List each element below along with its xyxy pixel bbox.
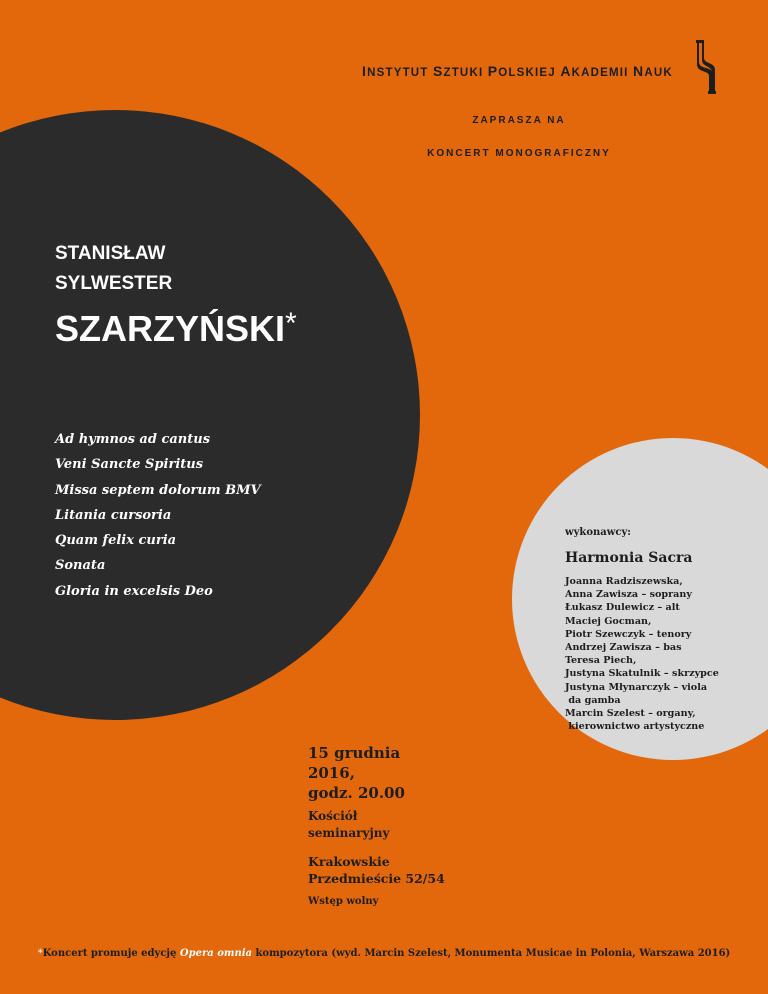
date-line: 15 grudnia (308, 744, 401, 762)
member-line: Justyna Skatulnik – skrzypce (565, 668, 719, 680)
member-line: kierownictwo artystyczne (565, 721, 705, 733)
address-line: Krakowskie (308, 854, 390, 869)
institute-word: SZTUKI (432, 63, 484, 79)
footnote-asterisk: * (285, 307, 297, 340)
footnote (0, 948, 768, 959)
work-title: Sonata (55, 558, 106, 574)
invite-line: ZAPRASZA NA (472, 115, 566, 126)
event-venue (308, 808, 438, 842)
ensemble-name: Harmonia Sacra (565, 550, 693, 566)
composer-last-name-text: SZARZYŃSKI (55, 308, 286, 349)
work-title: Missa septem dolorum BMV (55, 482, 261, 498)
stylized-s-logo-icon (695, 40, 717, 94)
dark-circle-decoration (0, 110, 420, 720)
institute-word: INSTYTUT (362, 63, 429, 79)
work-title: Gloria in excelsis Deo (55, 583, 213, 599)
performers-label: wykonawcy: (565, 527, 631, 538)
member-line: Justyna Młynarczyk – viola (565, 681, 708, 693)
event-address (308, 853, 508, 887)
time-line: godz. 20.00 (308, 784, 405, 802)
footnote-asterisk: * (37, 948, 43, 959)
institute-word: NAUK (633, 63, 673, 79)
venue-line: seminaryjny (308, 826, 390, 840)
work-title: Ad hymnos ad cantus (55, 432, 211, 447)
performers-block (565, 527, 765, 734)
member-line: Piotr Szewczyk – tenory (565, 628, 692, 640)
members-list (565, 576, 765, 734)
member-line: Łukasz Dulewicz – alt (565, 602, 680, 614)
work-title: Litania cursoria (55, 507, 172, 523)
footnote-text-after: kompozytora (wyd. Marcin Szelest, Monumenta Musicae in Polonia, Warszawa 2016) (252, 948, 731, 959)
member-line: Maciej Gocman, (565, 615, 652, 627)
composer-last-name (55, 307, 297, 350)
work-title: Veni Sancte Spiritus (55, 457, 204, 473)
composer-second-name: SYLWESTER (55, 273, 173, 294)
member-line: Anna Zawisza – soprany (565, 589, 692, 601)
member-line: da gamba (565, 694, 621, 706)
work-title: Quam felix curia (55, 533, 177, 549)
venue-line: Kościół (308, 809, 358, 823)
institute-word: POLSKIEJ (487, 63, 556, 79)
institute-name (362, 63, 673, 79)
date-line: 2016, (308, 764, 355, 782)
member-line: Joanna Radziszewska, (565, 576, 683, 587)
entry-info: Wstęp wolny (308, 896, 379, 907)
works-list (55, 432, 261, 609)
event-date (308, 743, 438, 803)
member-line: Marcin Szelest – organy, (565, 707, 696, 719)
composer-first-name: STANISŁAW (55, 243, 166, 264)
footnote-italic-title: Opera omnia (179, 948, 253, 959)
member-line: Andrzej Zawisza – bas (565, 641, 682, 653)
address-line: Przedmieście 52/54 (308, 871, 445, 886)
institute-word: AKADEMII (560, 63, 629, 79)
member-line: Teresa Piech, (565, 655, 637, 667)
concert-type-line: KONCERT MONOGRAFICZNY (427, 148, 611, 159)
footnote-text-before: Koncert promuje edycję (42, 948, 180, 959)
